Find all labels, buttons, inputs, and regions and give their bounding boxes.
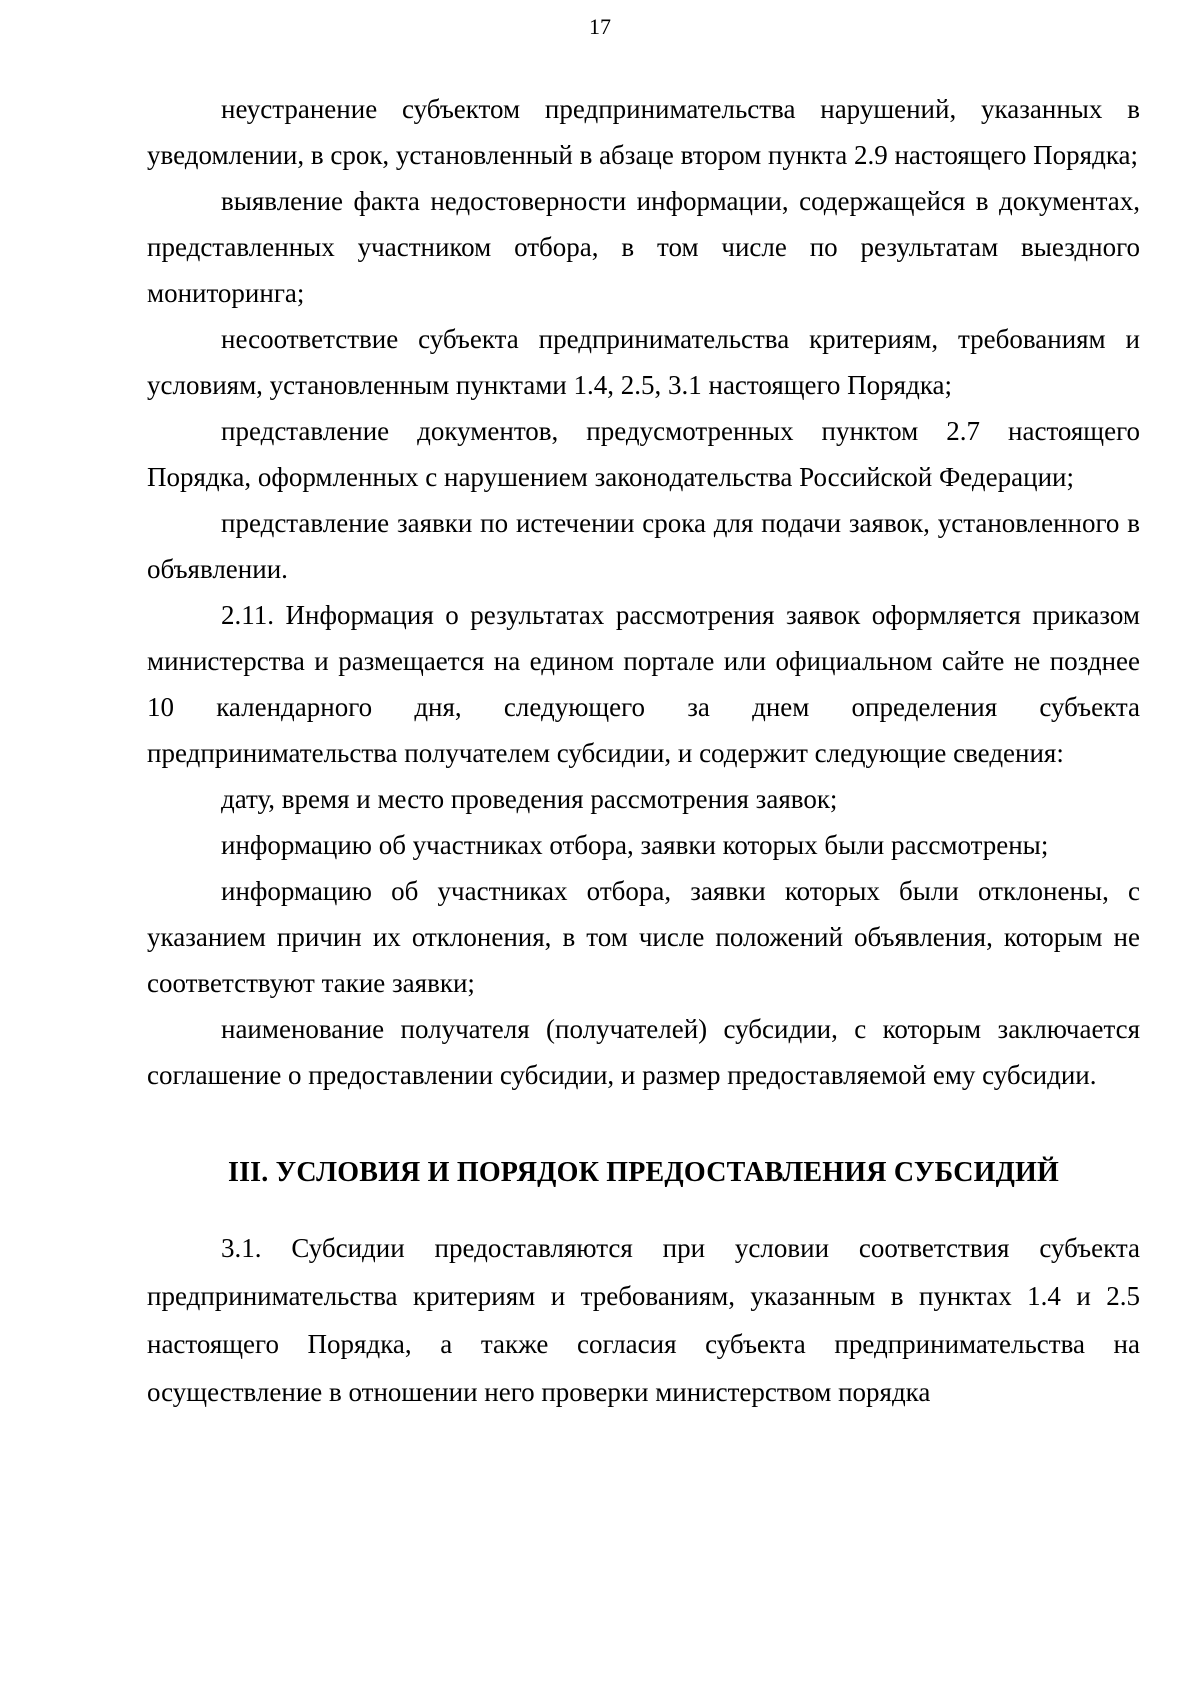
paragraph: 3.1. Субсидии предоставляются при условии соответствия субъекта предпринимательства критериям и требованиям, указанным в пунктах 1.4 и 2.5 настоящего Порядка, а также согласия субъекта предпринимательства на осуществление в отношении него проверки министерством порядка <box>147 1233 1140 1407</box>
paragraph: выявление факта недостоверности информации, содержащейся в документах, представленных участником отбора, в том числе по результатам выездного мониторинга; <box>147 186 1140 308</box>
paragraph: неустранение субъектом предпринимательства нарушений, указанных в уведомлении, в срок, установленный в абзаце втором пункта 2.9 настоящего Порядка; <box>147 94 1140 170</box>
paragraph: информацию об участниках отбора, заявки которых были рассмотрены; <box>221 830 1049 860</box>
paragraph: 2.11. Информация о результатах рассмотрения заявок оформляется приказом министерства и размещается на едином портале или официальном сайте не позднее 10 календарного дня, следующего за днем определения субъекта предпринимательства получателем субсидии, и содержит следующие сведения: <box>147 600 1140 768</box>
paragraph: представление заявки по истечении срока для подачи заявок, установленного в объявлении. <box>147 508 1140 584</box>
paragraph: дату, время и место проведения рассмотрения заявок; <box>221 784 838 814</box>
section-3-body <box>147 1224 1140 1416</box>
paragraph: информацию об участниках отбора, заявки которых были отклонены, с указанием причин их отклонения, в том числе положений объявления, которым не соответствуют такие заявки; <box>147 876 1140 998</box>
section-heading: III. УСЛОВИЯ И ПОРЯДОК ПРЕДОСТАВЛЕНИЯ СУБСИДИЙ <box>227 1157 1060 1188</box>
document-body <box>147 86 1140 1416</box>
paragraph: несоответствие субъекта предпринимательства критериям, требованиям и условиям, установленным пунктами 1.4, 2.5, 3.1 настоящего Порядка; <box>147 324 1140 400</box>
page-number: 17 <box>589 14 611 39</box>
paragraph: наименование получателя (получателей) субсидии, с которым заключается соглашение о предоставлении субсидии, и размер предоставляемой ему субсидии. <box>147 1014 1140 1090</box>
paragraph: представление документов, предусмотренных пунктом 2.7 настоящего Порядка, оформленных с нарушением законодательства Российской Федерации; <box>147 416 1140 492</box>
